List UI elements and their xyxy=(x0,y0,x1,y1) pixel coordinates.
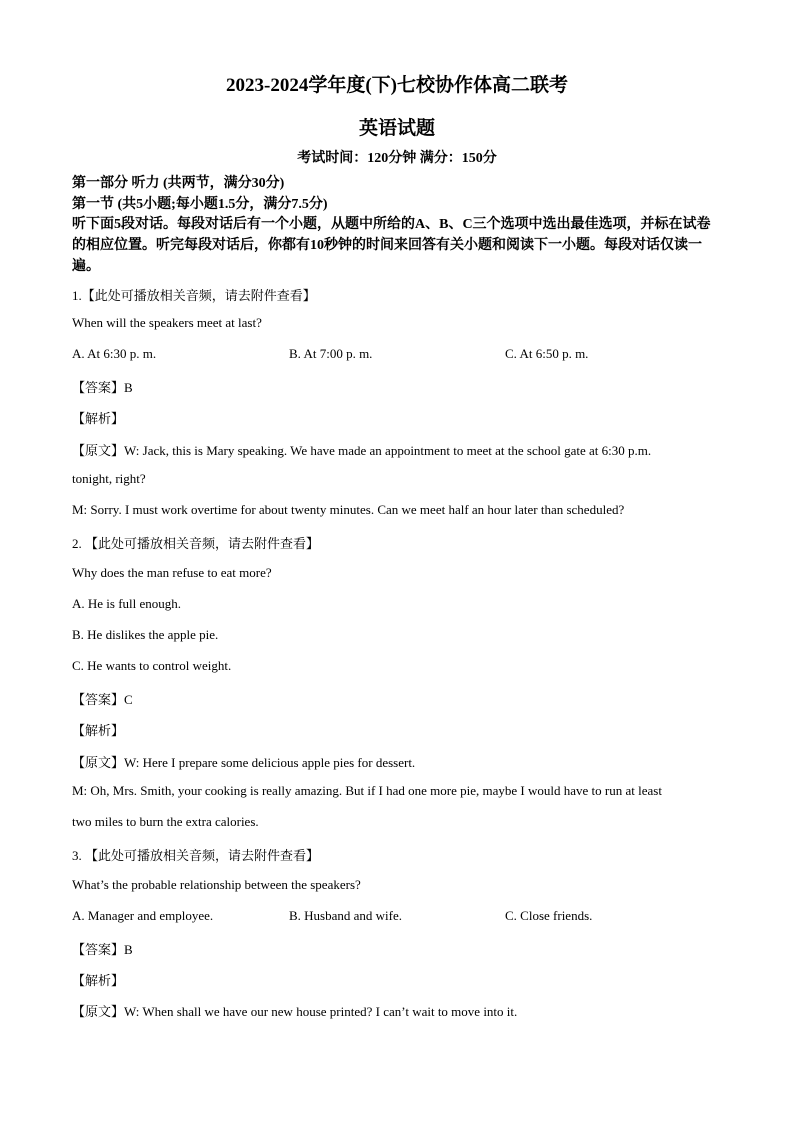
question-2-audio-note[interactable]: 2. 【此处可播放相关音频，请去附件查看】 xyxy=(72,536,320,551)
question-3-option-b: B. Husband and wife. xyxy=(289,908,403,923)
question-1-transcript-line: M: Sorry. I must work overtime for about twenty minutes. Can we meet half an hour later than scheduled? xyxy=(72,502,625,517)
section-heading: 第一节 (共5小题;每小题1.5分，满分7.5分) xyxy=(72,197,328,212)
question-1-option-c: C. At 6:50 p. m. xyxy=(505,346,589,361)
question-3-text: What’s the probable relationship between the speakers? xyxy=(72,877,361,892)
question-1-transcript-line: 【原文】W: Jack, this is Mary speaking. We have made an appointment to meet at the school gate at 6:30 p.m. xyxy=(72,443,652,458)
exam-info: 考试时间：120分钟 满分：150分 xyxy=(297,151,497,166)
part-heading: 第一部分 听力 (共两节，满分30分) xyxy=(72,176,285,191)
question-3-answer: 【答案】B xyxy=(72,942,133,957)
question-2-option-b: B. He dislikes the apple pie. xyxy=(72,627,219,642)
question-1-option-a: A. At 6:30 p. m. xyxy=(72,346,157,361)
question-3-audio-note[interactable]: 3. 【此处可播放相关音频，请去附件查看】 xyxy=(72,848,320,863)
question-3-option-a: A. Manager and employee. xyxy=(72,908,214,923)
instructions: 听下面5段对话。每段对话后有一个小题，从题中所给的A、B、C三个选项中选出最佳选项，并标在试卷的相应位置。听完每段对话后，你都有10秒钟的时间来回答有关小题和阅读下一小题。每段对话仅读一遍。 xyxy=(72,217,711,274)
question-1-text: When will the speakers meet at last? xyxy=(72,315,262,330)
question-1-transcript-line: tonight, right? xyxy=(72,471,146,486)
question-3-option-c: C. Close friends. xyxy=(505,908,593,923)
question-2-text: Why does the man refuse to eat more? xyxy=(72,565,272,580)
exam-title: 2023-2024学年度(下)七校协作体高二联考 xyxy=(226,75,568,96)
question-1-audio-note[interactable]: 1.【此处可播放相关音频，请去附件查看】 xyxy=(72,288,316,303)
question-1-analysis: 【解析】 xyxy=(72,411,125,426)
subject-title: 英语试题 xyxy=(358,118,435,139)
question-2-option-c: C. He wants to control weight. xyxy=(72,658,232,673)
question-1-answer: 【答案】B xyxy=(72,380,133,395)
question-2-option-a: A. He is full enough. xyxy=(72,596,182,611)
question-2-analysis: 【解析】 xyxy=(72,723,125,738)
question-2-transcript-line: two miles to burn the extra calories. xyxy=(72,814,259,829)
question-2-transcript-line: M: Oh, Mrs. Smith, your cooking is really amazing. But if I had one more pie, maybe I would have to run at least xyxy=(72,783,662,798)
question-3-analysis: 【解析】 xyxy=(72,973,125,988)
question-3-transcript-line: 【原文】W: When shall we have our new house printed? I can’t wait to move into it. xyxy=(72,1004,518,1019)
question-2-answer: 【答案】C xyxy=(72,692,133,707)
question-2-transcript-line: 【原文】W: Here I prepare some delicious apple pies for dessert. xyxy=(72,755,416,770)
question-1-option-b: B. At 7:00 p. m. xyxy=(289,346,373,361)
